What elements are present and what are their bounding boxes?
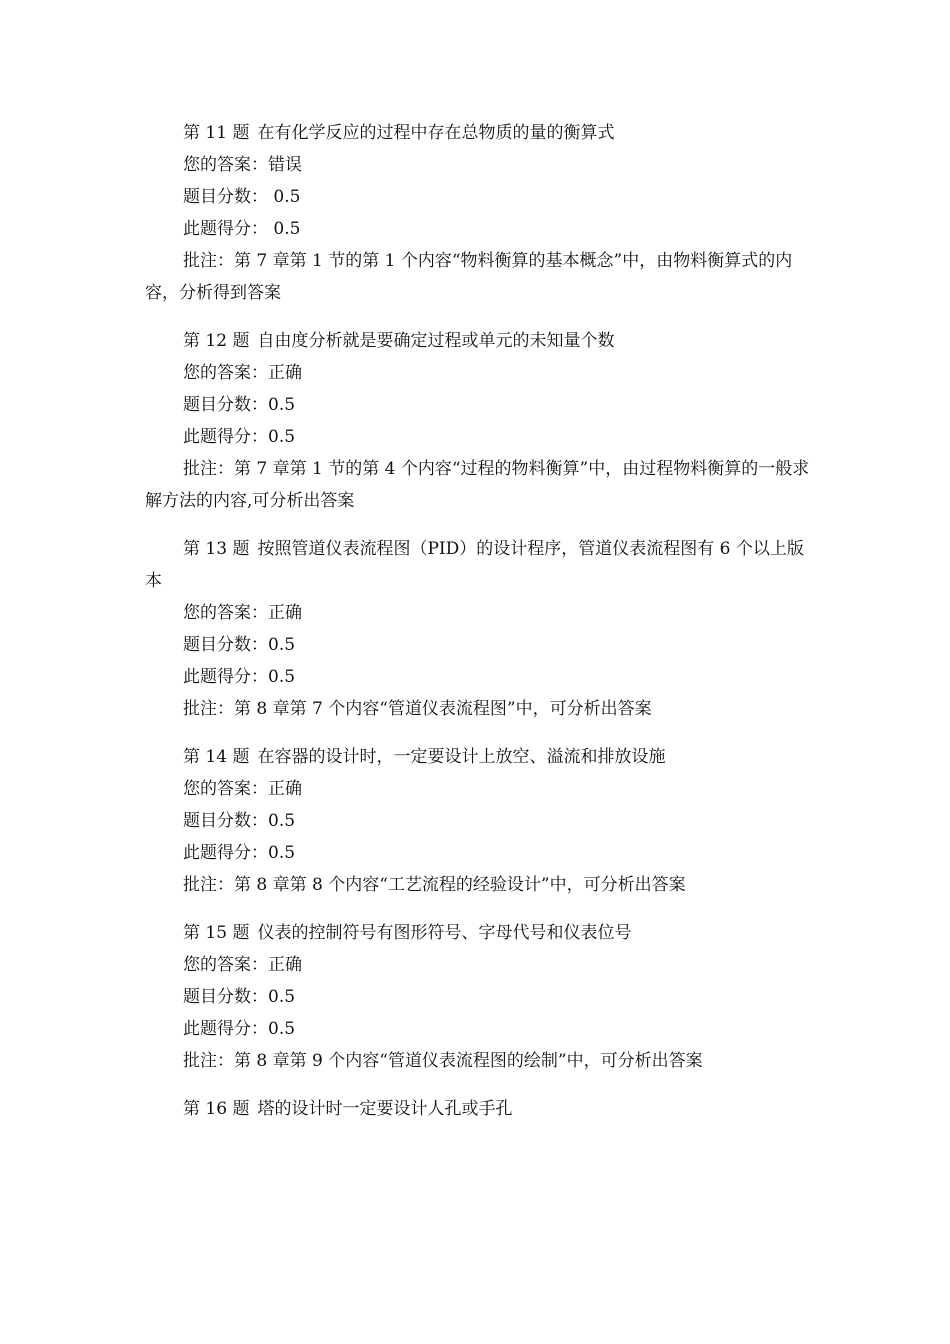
question-11 <box>145 117 815 309</box>
earned-score: 此题得分：0.5 <box>183 427 296 447</box>
question-number: 第 16 题 <box>183 1099 250 1119</box>
question-text: 仪表的控制符号有图形符号、字母代号和仪表位号 <box>257 923 632 943</box>
your-answer: 您的答案：正确 <box>183 363 302 383</box>
question-13 <box>145 533 815 725</box>
question-text: 在有化学反应的过程中存在总物质的量的衡算式 <box>257 123 615 143</box>
question-15 <box>145 917 815 1077</box>
question-number: 第 12 题 <box>183 331 250 351</box>
question-title <box>145 741 815 773</box>
question-12 <box>145 325 815 517</box>
question-number: 第 14 题 <box>183 747 250 767</box>
question-16 <box>145 1093 815 1125</box>
question-score: 题目分数：0.5 <box>183 395 296 415</box>
question-number: 第 11 题 <box>183 123 250 143</box>
question-text: 按照管道仪表流程图（PID）的设计程序，管道仪表流程图有 6 个以上版本 <box>145 539 804 591</box>
annotation: 批注：第 7 章第 1 节的第 1 个内容“物料衡算的基本概念”中，由物料衡算式的内容，分析得到答案 <box>145 251 793 303</box>
annotation: 批注：第 8 章第 8 个内容“工艺流程的经验设计”中，可分析出答案 <box>183 875 686 895</box>
question-text: 自由度分析就是要确定过程或单元的未知量个数 <box>257 331 615 351</box>
question-score: 题目分数： 0.5 <box>183 187 301 207</box>
question-title <box>145 533 815 597</box>
your-answer: 您的答案：正确 <box>183 955 302 975</box>
question-title <box>145 325 815 357</box>
question-score: 题目分数：0.5 <box>183 987 296 1007</box>
your-answer: 您的答案：正确 <box>183 779 302 799</box>
document-page <box>145 117 815 1141</box>
question-text: 在容器的设计时，一定要设计上放空、溢流和排放设施 <box>257 747 666 767</box>
question-score: 题目分数：0.5 <box>183 811 296 831</box>
question-number: 第 13 题 <box>183 539 250 559</box>
question-text: 塔的设计时一定要设计人孔或手孔 <box>257 1099 513 1119</box>
question-title <box>145 117 815 149</box>
annotation: 批注：第 7 章第 1 节的第 4 个内容“过程的物料衡算”中，由过程物料衡算的一般求解方法的内容,可分析出答案 <box>145 459 810 511</box>
earned-score: 此题得分：0.5 <box>183 1019 296 1039</box>
question-14 <box>145 741 815 901</box>
earned-score: 此题得分：0.5 <box>183 667 296 687</box>
earned-score: 此题得分：0.5 <box>183 843 296 863</box>
your-answer: 您的答案：正确 <box>183 603 302 623</box>
your-answer: 您的答案：错误 <box>183 155 302 175</box>
annotation: 批注：第 8 章第 7 个内容“管道仪表流程图”中，可分析出答案 <box>183 699 652 719</box>
question-title <box>145 1093 815 1125</box>
annotation: 批注：第 8 章第 9 个内容“管道仪表流程图的绘制”中，可分析出答案 <box>183 1051 703 1071</box>
question-number: 第 15 题 <box>183 923 250 943</box>
question-title <box>145 917 815 949</box>
earned-score: 此题得分： 0.5 <box>183 219 301 239</box>
question-score: 题目分数：0.5 <box>183 635 296 655</box>
